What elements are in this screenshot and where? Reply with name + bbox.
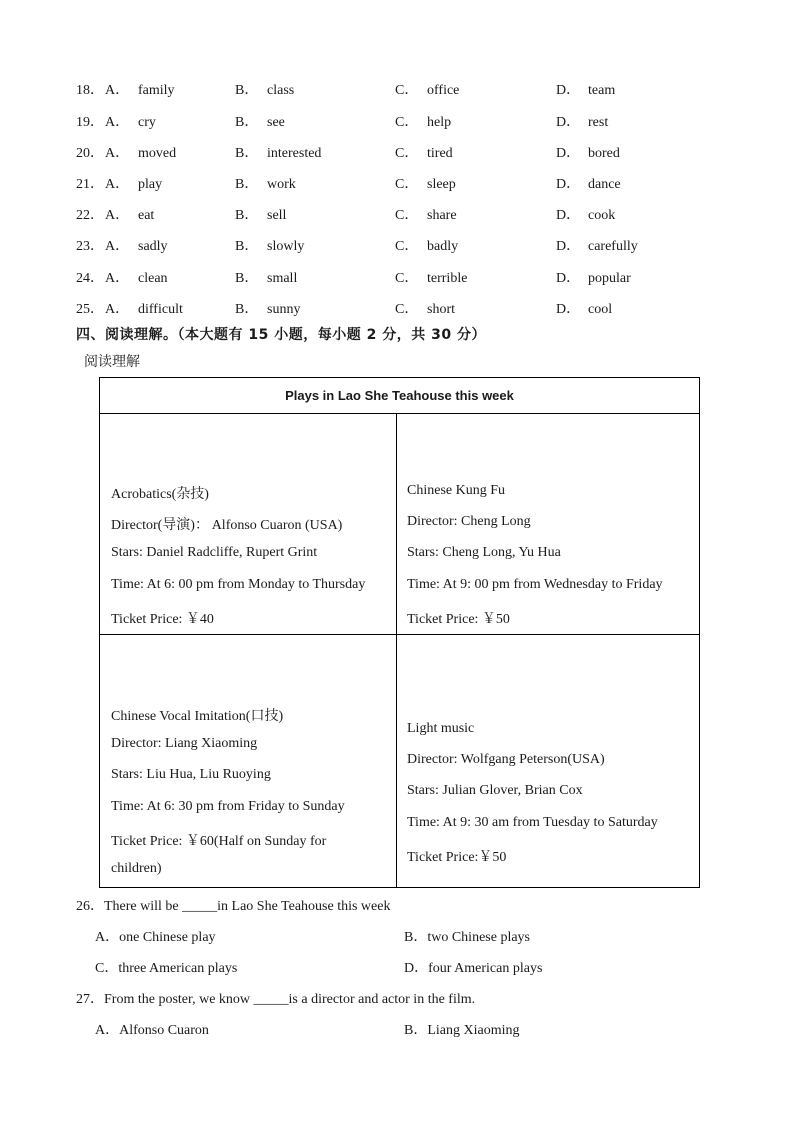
play-price-continued: children) [111,861,162,876]
option-a: cry [138,115,156,130]
question-26-option-a: A．one Chinese play [95,930,216,945]
option-letter-a: A． [105,177,130,192]
option-c: tired [427,146,453,161]
poster-table [99,377,700,888]
option-letter-d: D． [556,115,581,130]
option-letter-b: B． [235,115,259,130]
option-letter-c: C． [395,239,419,254]
question-number: 21． [76,177,104,192]
option-letter-c: C． [395,177,419,192]
option-c: sleep [427,177,456,192]
option-a: sadly [138,239,168,254]
question-row-18 [0,81,794,101]
option-a: eat [138,208,155,223]
option-c: terrible [427,271,468,286]
option-a: family [138,83,175,98]
play-title: Acrobatics(杂技) [111,487,209,502]
option-letter-d: D． [556,239,581,254]
poster-title: Plays in Lao She Teahouse this week [100,378,699,414]
option-letter-c: C． [395,146,419,161]
question-number: 24． [76,271,104,286]
question-row-19 [0,113,794,133]
option-c: office [427,83,460,98]
option-d: carefully [588,239,638,254]
play-title: Chinese Vocal Imitation(口技) [111,709,284,724]
option-b: interested [267,146,322,161]
play-time: Time: At 6: 30 pm from Friday to Sunday [111,799,345,814]
table-divider-vertical [396,413,397,887]
play-stars: Stars: Julian Glover, Brian Cox [407,783,583,798]
option-a: play [138,177,163,192]
question-26-stem: 26．There will be _____in Lao She Teahouse this week [76,899,391,914]
option-letter-b: B． [235,177,259,192]
option-letter-d: D． [556,208,581,223]
option-d: popular [588,271,631,286]
option-letter-a: A． [105,146,130,161]
option-b: small [267,271,298,286]
question-26-option-c: C．three American plays [95,961,238,976]
option-letter-c: C． [395,115,419,130]
option-letter-b: B． [235,302,259,317]
option-letter-a: A． [105,115,130,130]
option-d: rest [588,115,609,130]
question-26-option-d: D．four American plays [404,961,543,976]
question-row-20 [0,144,794,164]
option-letter-b: B． [235,146,259,161]
play-time: Time: At 6: 00 pm from Monday to Thursday [111,577,366,592]
option-a: difficult [138,302,183,317]
play-time: Time: At 9: 30 am from Tuesday to Saturday [407,815,658,830]
play-director: Director: Liang Xiaoming [111,736,258,751]
option-d: team [588,83,616,98]
play-stars: Stars: Cheng Long, Yu Hua [407,545,561,560]
play-price: Ticket Price:￥50 [407,850,507,865]
table-divider-horizontal [100,634,699,635]
option-d: cook [588,208,616,223]
option-b: see [267,115,285,130]
option-c: share [427,208,457,223]
option-letter-d: D． [556,271,581,286]
question-row-24 [0,269,794,289]
option-letter-b: B． [235,208,259,223]
play-title: Light music [407,721,475,736]
option-c: badly [427,239,459,254]
option-c: short [427,302,455,317]
option-letter-d: D． [556,83,581,98]
play-director: Director: Cheng Long [407,514,531,529]
question-number: 20． [76,146,104,161]
option-letter-d: D． [556,302,581,317]
play-director: Director(导演)： Alfonso Cuaron (USA) [111,518,343,533]
question-number: 23． [76,239,104,254]
option-letter-d: D． [556,177,581,192]
question-row-21 [0,175,794,195]
option-letter-c: C． [395,302,419,317]
option-letter-b: B． [235,271,259,286]
question-27-stem: 27．From the poster, we know _____is a director and actor in the film. [76,992,476,1007]
play-price: Ticket Price: ￥50 [407,612,510,627]
option-d: cool [588,302,613,317]
option-d: dance [588,177,621,192]
option-a: clean [138,271,168,286]
option-letter-b: B． [235,83,259,98]
option-letter-a: A． [105,208,130,223]
question-27-option-b: B．Liang Xiaoming [404,1023,520,1038]
question-27-option-a: A．Alfonso Cuaron [95,1023,209,1038]
option-b: sunny [267,302,301,317]
option-b: sell [267,208,287,223]
option-letter-c: C． [395,83,419,98]
option-letter-b: B． [235,239,259,254]
question-row-23 [0,237,794,257]
option-letter-a: A． [105,239,130,254]
option-c: help [427,115,452,130]
option-b: slowly [267,239,305,254]
question-number: 25． [76,302,104,317]
option-b: class [267,83,295,98]
play-title: Chinese Kung Fu [407,483,505,498]
section-subtitle: 阅读理解 [84,354,140,370]
play-stars: Stars: Daniel Radcliffe, Rupert Grint [111,545,318,560]
play-time: Time: At 9: 00 pm from Wednesday to Friday [407,577,663,592]
section-title: 四、阅读理解。（本大题有 15 小题，每小题 2 分，共 30 分） [76,327,486,343]
question-number: 22． [76,208,104,223]
option-a: moved [138,146,177,161]
play-director: Director: Wolfgang Peterson(USA) [407,752,605,767]
option-letter-d: D． [556,146,581,161]
option-letter-a: A． [105,271,130,286]
option-letter-c: C． [395,208,419,223]
play-price: Ticket Price: ￥60(Half on Sunday for [111,834,327,849]
option-letter-a: A． [105,83,130,98]
option-letter-c: C． [395,271,419,286]
play-stars: Stars: Liu Hua, Liu Ruoying [111,767,271,782]
option-b: work [267,177,296,192]
question-number: 19． [76,115,104,130]
question-row-25 [0,300,794,320]
question-row-22 [0,206,794,226]
play-price: Ticket Price: ￥40 [111,612,214,627]
option-d: bored [588,146,620,161]
option-letter-a: A． [105,302,130,317]
question-number: 18． [76,83,104,98]
question-26-option-b: B．two Chinese plays [404,930,530,945]
